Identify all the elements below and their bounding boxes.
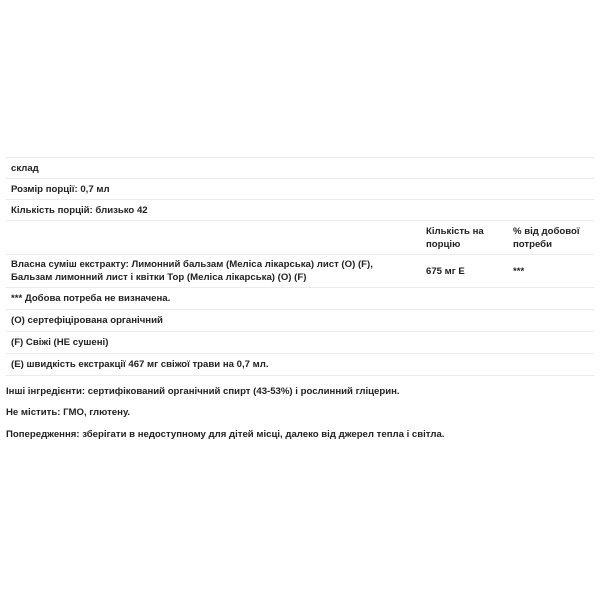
warning: Попередження: зберігати в недоступному для дітей місці, далеко від джерел тепла і світла.: [6, 429, 445, 440]
servings-per-container: Кількість порцій: близько 42: [6, 200, 594, 221]
servings-per-container-row: [6, 200, 594, 221]
table-title: склад: [6, 158, 594, 179]
item-amount: 675 мг E: [421, 255, 508, 288]
note-row: [6, 310, 594, 332]
item-name: Власна суміш екстракту: Лимонний бальзам (Меліса лікарська) лист (O) (F), Бальзам лимонний лист і квітки Тор (Меліса лікарська) (O) (F): [6, 255, 421, 288]
serving-size-row: [6, 179, 594, 200]
note-row: [6, 332, 594, 354]
note-fresh: (F) Свіжі (НЕ сушені): [6, 332, 594, 354]
note-organic: (O) сертефіцірована органічний: [6, 310, 594, 332]
item-daily-value: ***: [508, 255, 594, 288]
table-header-row: [6, 221, 594, 255]
note-extraction: (E) швидкість екстракції 467 мг свіжої трави на 0,7 мл.: [6, 354, 594, 376]
does-not-contain: Не містить: ГМО, глютену.: [6, 407, 131, 418]
table-row: [6, 255, 594, 288]
serving-size: Розмір порції: 0,7 мл: [6, 179, 594, 200]
header-name: [6, 221, 421, 255]
other-ingredients: Інші інгредієнти: сертифікований органічний спирт (43-53%) і рослинний гліцерин.: [6, 386, 400, 397]
header-amount: Кількість на порцію: [421, 221, 508, 255]
header-daily-value: % від добової потреби: [508, 221, 594, 255]
note-row: [6, 354, 594, 376]
supplement-facts-table: [6, 157, 594, 376]
table-title-row: [6, 158, 594, 179]
note-daily-value: *** Добова потреба не визначена.: [6, 288, 594, 310]
note-row: [6, 288, 594, 310]
